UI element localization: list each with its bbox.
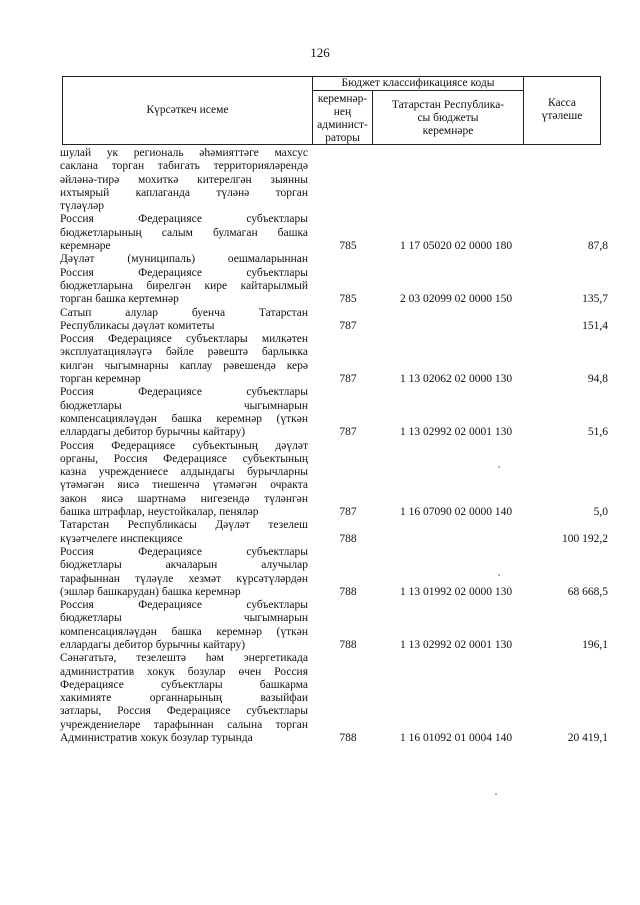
table-row <box>60 253 608 306</box>
row-classification-code: 1 13 01992 02 0000 130 <box>399 585 513 598</box>
row-indicator-line: әйләнә-тирә мохиткә китерелгән зыянны <box>60 173 308 186</box>
row-indicator-line: Россия Федерациясе субъектлары <box>60 599 308 612</box>
row-indicator-name <box>60 652 308 745</box>
header-revenue-line: Татарстан Республика- <box>391 99 505 111</box>
row-indicator-line: тарафыннан түләүле хезмәт күрсәтүләрдән <box>60 572 308 585</box>
row-indicator-name <box>60 546 308 599</box>
row-admin-code: 785 <box>339 240 357 253</box>
header-revenue-col <box>372 90 524 145</box>
header-admin-line: админист- <box>317 119 368 131</box>
row-indicator-name <box>60 253 308 306</box>
header-cash-col <box>523 76 601 145</box>
row-amount: 68 668,5 <box>567 585 608 598</box>
table-row <box>60 599 608 652</box>
row-indicator-line: үтәмәгән яисә тиешенчә үтәмәгән очракта <box>60 479 308 492</box>
header-admin-col <box>312 90 373 145</box>
row-indicator-line: затлары, Россия Федерациясе субъектлары <box>60 705 308 718</box>
row-indicator-name <box>60 307 308 334</box>
row-classification-code: 1 13 02992 02 0001 130 <box>399 426 513 439</box>
row-indicator-line: учреждениеләре тарафыннан салына торган <box>60 718 308 731</box>
row-indicator-line: Россия Федерациясе субъектлары <box>60 213 308 226</box>
row-admin-code: 785 <box>339 293 357 306</box>
row-indicator-line: административ хокук бозулар өчен Россия <box>60 665 308 678</box>
header-revenue-line: сы бюджеты <box>417 112 479 124</box>
row-admin-code: 788 <box>339 532 357 545</box>
row-indicator-line: торган керемнәр <box>60 373 141 386</box>
row-indicator-line: Россия Федерациясе субъектлары <box>60 266 308 279</box>
row-admin-code: 787 <box>339 319 357 332</box>
row-classification-code: 2 03 02099 02 0000 150 <box>399 293 513 306</box>
row-indicator-line: Дәүләт (муниципаль) оешмаларыннан <box>60 253 308 266</box>
table-row <box>60 147 608 213</box>
row-admin-code: 787 <box>339 373 357 386</box>
row-indicator-line: Россия Федерациясе субъектлары милкәтен <box>60 333 308 346</box>
row-indicator-name <box>60 519 308 546</box>
header-indicator-name <box>62 76 313 145</box>
table-row <box>60 519 608 546</box>
row-classification-code: 1 13 02992 02 0001 130 <box>399 638 513 651</box>
row-indicator-line: Россия Федерациясе субъектының дәүләт <box>60 439 308 452</box>
row-indicator-line: хакимияте органнарының вазыйфаи <box>60 692 308 705</box>
row-indicator-line: бюджетларының салым булмаган башка <box>60 226 308 239</box>
row-classification-code: 1 13 02062 02 0000 130 <box>399 373 513 386</box>
table-row <box>60 307 608 334</box>
row-indicator-line: торган башка кертемнәр <box>60 293 179 306</box>
row-indicator-name <box>60 599 308 652</box>
row-indicator-name <box>60 386 308 439</box>
row-indicator-name <box>60 333 308 386</box>
row-indicator-line: закон яисә шартнамә нигезендә түләнгән <box>60 492 308 505</box>
row-amount: 5,0 <box>593 506 608 519</box>
row-indicator-line: (эшләр башкарудан) башка керемнәр <box>60 585 241 598</box>
table-row <box>60 213 608 253</box>
row-indicator-line: башка штрафлар, неустойкалар, пеняләр <box>60 506 259 519</box>
row-classification-code: 1 16 01092 01 0004 140 <box>399 732 513 745</box>
row-admin-code: 788 <box>339 585 357 598</box>
row-amount: 87,8 <box>587 240 608 253</box>
row-indicator-line: шулай ук региональ әһәмияттәге махсус <box>60 147 308 159</box>
row-indicator-line: еллардагы дебитор бурычны кайтару) <box>60 426 246 439</box>
row-admin-code: 787 <box>339 426 357 439</box>
row-amount: 151,4 <box>582 319 608 332</box>
row-indicator-line: еллардагы дебитор бурычны кайтару) <box>60 638 246 651</box>
row-indicator-line: Россия Федерациясе субъектлары <box>60 545 308 558</box>
header-admin-line: кеpемнәр- <box>317 93 368 105</box>
row-indicator-line: керемнәре <box>60 240 111 253</box>
row-indicator-line: бюджетлары чыгымнарын <box>60 612 308 625</box>
header-admin-line: нең <box>333 106 352 118</box>
row-amount: 100 192,2 <box>562 532 608 545</box>
row-amount: 20 419,1 <box>567 732 608 745</box>
header-budget-codes-text: Бюджет классификациясе коды <box>341 77 495 89</box>
row-admin-code: 787 <box>339 506 357 519</box>
row-indicator-line: Республикасы дәүләт комитеты <box>60 319 215 332</box>
row-indicator-line: Сатып алулар буенча Татарстан <box>60 306 308 319</box>
row-admin-code: 788 <box>339 732 357 745</box>
page-number: 126 <box>310 45 330 60</box>
row-indicator-line: компенсацияләүдән башка керемнәр (үткән <box>60 625 308 638</box>
row-indicator-line: күзәтчелеге инспекциясе <box>60 532 183 545</box>
row-amount: 94,8 <box>587 373 608 386</box>
row-indicator-line: килгән чыгымнарны каплау рәвешендә керә <box>60 359 308 372</box>
table-row <box>60 652 608 745</box>
row-amount: 196,1 <box>582 638 608 651</box>
row-indicator-line: Татарстан Республикасы Дәүләт тезелеш <box>60 519 308 532</box>
row-indicator-name <box>60 440 308 520</box>
row-amount: 135,7 <box>582 293 608 306</box>
row-indicator-name <box>60 147 308 213</box>
row-indicator-line: эксплуатацияләүгә бәйле рәвештә барлыкка <box>60 346 308 359</box>
row-admin-code: 788 <box>339 638 357 651</box>
table-body <box>60 147 608 745</box>
row-indicator-line: Административ хокук бозулар турында <box>60 732 253 745</box>
row-indicator-line: Федерациясе субъектлары башкарма <box>60 678 308 691</box>
header-cash-line: үтәлеше <box>541 110 583 122</box>
row-amount: 51,6 <box>587 426 608 439</box>
table-row <box>60 386 608 439</box>
row-indicator-line: органы, Россия Федерациясе субъектының <box>60 452 308 465</box>
row-indicator-line: казна учреждениесе алдындагы бурычларны <box>60 466 308 479</box>
row-indicator-line: саклана торган табигать территорияләрендә <box>60 160 308 173</box>
row-indicator-line: Сәнәгатьтә, тезелештә һәм энергетикада <box>60 652 308 665</box>
row-indicator-line: түләүләр <box>60 200 104 213</box>
row-indicator-line: ихтыярый каплаганда түләнә торган <box>60 186 308 199</box>
header-admin-line: раторы <box>325 132 360 144</box>
row-indicator-line: бюджетлары чыгымнарын <box>60 399 308 412</box>
row-indicator-line: бюджетларына бирелгән кире кайтарылмый <box>60 279 308 292</box>
header-cash-line: Касса <box>547 97 577 109</box>
row-classification-code: 1 17 05020 02 0000 180 <box>399 240 513 253</box>
header-revenue-line: керемнәре <box>422 125 474 137</box>
row-indicator-name <box>60 213 308 253</box>
row-indicator-line: бюджетлары акчаларын алучылар <box>60 559 308 572</box>
header-budget-codes <box>312 76 524 91</box>
header-indicator-name-text: Күрсәткеч исеме <box>146 104 229 116</box>
table-row <box>60 440 608 520</box>
table-row <box>60 546 608 599</box>
row-indicator-line: компенсацияләүдән башка керемнәр (үткән <box>60 412 308 425</box>
table-row <box>60 333 608 386</box>
row-indicator-line: Россия Федерациясе субъектлары <box>60 386 308 399</box>
row-classification-code: 1 16 07090 02 0000 140 <box>399 506 513 519</box>
